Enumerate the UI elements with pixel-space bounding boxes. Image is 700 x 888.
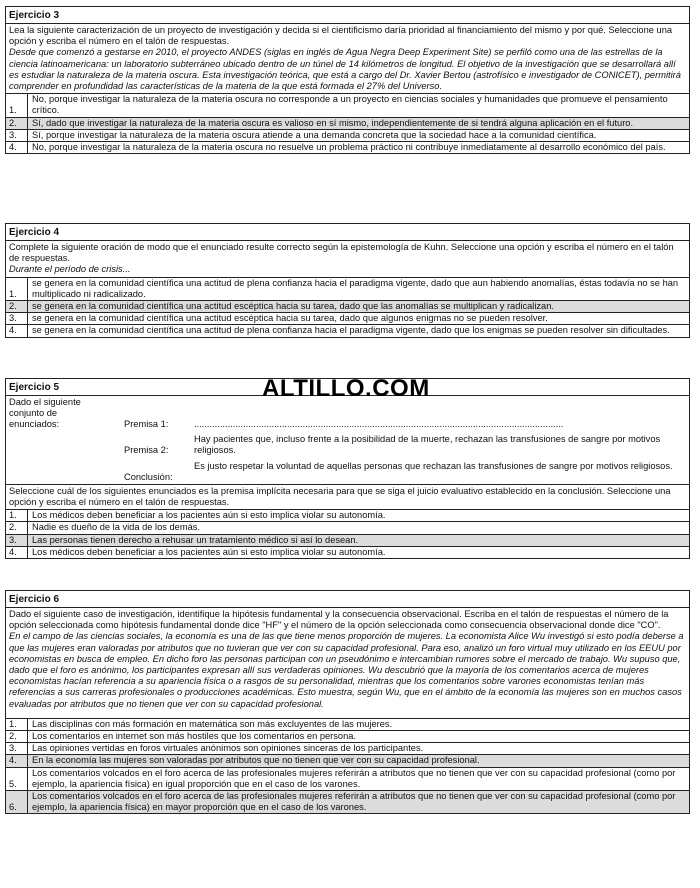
exercise-5-title: Ejercicio 5 bbox=[6, 379, 689, 396]
exercise-4-option-1[interactable] bbox=[6, 278, 689, 301]
option-number: 3. bbox=[6, 743, 28, 754]
premise-1-label: Premisa 1: bbox=[124, 419, 169, 429]
option-text: Las opiniones vertidas en foros virtuales anónimos son opiniones sinceras de los participantes. bbox=[32, 743, 424, 754]
exercise-4-title: Ejercicio 4 bbox=[6, 224, 689, 241]
exercise-3-instruction bbox=[6, 24, 689, 94]
exercise-6-option-2[interactable] bbox=[6, 731, 689, 743]
option-text: Las disciplinas con más formación en matemática son más excluyentes de las mujeres. bbox=[32, 718, 393, 729]
option-text: Los médicos deben beneficiar a los pacientes aún si esto implica violar su autonomía. bbox=[32, 546, 386, 557]
option-text: En la economía las mujeres son valoradas por atributos que no tienen que ver con su capacidad profesional. bbox=[32, 755, 480, 766]
exercise-4-instruction-text: Complete la siguiente oración de modo que el enunciado resulte correcto según la epistemología de Kuhn. Seleccione una opción y escriba el número en el talón de respuestas. bbox=[9, 242, 674, 264]
option-text: se genera en la comunidad científica una actitud de plena confianza hacia el paradigma vigente, dado que los enigmas se pueden resolver sin dificultades. bbox=[32, 325, 670, 336]
exercise-5-intro: Dado el siguiente conjunto de enunciados: bbox=[9, 397, 81, 430]
exercise-3-case-text: Desde que comenzó a gestarse en 2010, el proyecto ANDES (siglas en inglés de Agua Negra Deep Experiment Site) se perfiló como una de las estrellas de la ciencia latinoamericana: un laboratorio subterráneo ubicado dentro de un túnel de 14 kilómetros de longitud. El objetivo de la investigación que se desarrollará allí es estudiar la naturaleza de la materia oscura. Esta investigación teórica, que está a cargo del Dr. Xavier Bertou (astrofísico e investigador de CONICET), permitirá comprender en profundidad las características de la materia de la que está formada el 27% del Universo. bbox=[9, 47, 681, 92]
option-number: 6. bbox=[6, 791, 28, 813]
exercise-5 bbox=[5, 378, 690, 559]
option-number: 1. bbox=[6, 510, 28, 521]
option-text: se genera en la comunidad científica una actitud escéptica hacia su tarea, dado que algunos enigmas no se pueden resolver. bbox=[32, 313, 548, 324]
exercise-3 bbox=[5, 6, 690, 154]
option-text: se genera en la comunidad científica una actitud de plena confianza hacia el paradigma vigente, dado que aun habiendo anomalías, éstas todavía no se han multiplicado ni radicalizado. bbox=[32, 277, 679, 299]
option-number: 3. bbox=[6, 535, 28, 546]
exercise-5-option-4[interactable] bbox=[6, 547, 689, 558]
conclusion-label: Conclusión: bbox=[124, 471, 173, 482]
option-number: 1. bbox=[6, 719, 28, 730]
option-text: se genera en la comunidad científica una actitud escéptica hacia su tarea, dado que las anomalías se multiplican y radicalizan. bbox=[32, 301, 554, 312]
premise-2-text: Hay pacientes que, incluso frente a la posibilidad de la muerte, rechazan las transfusiones de sangre por motivos religiosos. bbox=[194, 434, 661, 456]
exercise-3-option-3[interactable] bbox=[6, 130, 689, 142]
option-text: Los comentarios volcados en el foro acerca de las profesionales mujeres referirán a atributos que no tienen que ver con su capacidad profesional (como por ejemplo, la apariencia física) en mayor proporción que en el caso de los varones. bbox=[32, 791, 676, 813]
exercise-3-option-4[interactable] bbox=[6, 142, 689, 153]
exercise-5-instruction: Seleccione cuál de los siguientes enunciados es la premisa implícita necesaria para que se siga el juicio evaluativo establecido en la conclusión. Seleccione una opción y escriba el número en el talón de respuestas. bbox=[6, 485, 689, 510]
option-number: 4. bbox=[6, 755, 28, 766]
exercise-6-option-5[interactable] bbox=[6, 768, 689, 791]
exercise-5-premises bbox=[6, 396, 689, 485]
option-number: 3. bbox=[6, 130, 28, 141]
option-number: 4. bbox=[6, 142, 28, 153]
exercise-6-option-6[interactable] bbox=[6, 791, 689, 813]
option-number: 1. bbox=[6, 278, 28, 300]
option-number: 4. bbox=[6, 547, 28, 558]
exercise-5-option-1[interactable] bbox=[6, 510, 689, 522]
exercise-6-option-1[interactable] bbox=[6, 719, 689, 731]
option-text: Las personas tienen derecho a rehusar un tratamiento médico si así lo desean. bbox=[32, 534, 359, 545]
option-number: 3. bbox=[6, 313, 28, 324]
exercise-6 bbox=[5, 590, 690, 814]
option-number: 5. bbox=[6, 768, 28, 790]
option-number: 2. bbox=[6, 301, 28, 312]
option-text: Los comentarios volcados en el foro acerca de las profesionales mujeres referirán a atributos que no tienen que ver con su capacidad profesional (como por ejemplo, la apariencia física) en igual proporción que en el caso de los varones. bbox=[32, 767, 676, 789]
premise-1-text: ............................................................................................................................................... bbox=[194, 419, 564, 429]
exercise-6-instruction-text: Dado el siguiente caso de investigación, identifique la hipótesis fundamental y la consecuencia observacional. Escriba en el talón de respuestas el número de la opción seleccionada como hipótesis fundamental donde dice "HF" y el número de la opción seleccionada como consecuencia observacional donde dice "CO". bbox=[9, 609, 669, 631]
exercise-5-option-3[interactable] bbox=[6, 535, 689, 547]
exercise-4-lead: Durante el período de crisis... bbox=[9, 264, 131, 275]
exercise-3-title: Ejercicio 3 bbox=[6, 7, 689, 24]
exercise-3-instruction-text: Lea la siguiente caracterización de un proyecto de investigación y decida si el cientificismo daría prioridad al financiamiento del mismo y por qué. Seleccione una opción y escriba el número en el talón de respuestas. bbox=[9, 25, 673, 47]
conclusion-text: Es justo respetar la voluntad de aquellas personas que rechazan las transfusiones de sangre por motivos religiosos. bbox=[194, 460, 673, 471]
exercise-4-option-3[interactable] bbox=[6, 313, 689, 325]
option-text: Los comentarios en internet son más hostiles que los comentarios en persona. bbox=[32, 731, 357, 742]
option-text: No, porque investigar la naturaleza de la materia oscura no corresponde a un proyecto en ciencias sociales y humanidades que promueve el pensamiento crítico. bbox=[32, 94, 668, 116]
exercise-6-title: Ejercicio 6 bbox=[6, 591, 689, 608]
exercise-4-option-2[interactable] bbox=[6, 301, 689, 313]
exercise-6-option-4[interactable] bbox=[6, 755, 689, 767]
option-number: 4. bbox=[6, 325, 28, 336]
premise-2-label: Premisa 2: bbox=[124, 445, 169, 456]
option-number: 2. bbox=[6, 522, 28, 533]
option-text: Nadie es dueño de la vida de los demás. bbox=[32, 522, 200, 533]
watermark-logo: ALTILLO.COM bbox=[262, 375, 430, 402]
exercise-3-option-1[interactable] bbox=[6, 94, 689, 117]
option-text: No, porque investigar la naturaleza de la materia oscura no resuelve un problema práctico ni contribuye inmediatamente al desarrollo económico del país. bbox=[32, 142, 666, 153]
option-number: 2. bbox=[6, 731, 28, 742]
exercise-6-instruction bbox=[6, 608, 689, 719]
exercise-4-instruction bbox=[6, 241, 689, 278]
option-text: Sí, dado que investigar la naturaleza de la materia oscura es valioso en sí mismo, independientemente de si tendrá alguna aplicación en el futuro. bbox=[32, 117, 634, 128]
option-number: 2. bbox=[6, 118, 28, 129]
exercise-6-option-3[interactable] bbox=[6, 743, 689, 755]
exercise-4 bbox=[5, 223, 690, 338]
option-text: Los médicos deben beneficiar a los pacientes aún si esto implica violar su autonomía. bbox=[32, 510, 386, 521]
option-number: 1. bbox=[6, 94, 28, 116]
exercise-4-option-4[interactable] bbox=[6, 325, 689, 336]
exercise-3-option-2[interactable] bbox=[6, 118, 689, 130]
exercise-5-option-2[interactable] bbox=[6, 522, 689, 534]
option-text: Sí, porque investigar la naturaleza de la materia oscura atiende a una demanda concreta que la sociedad hace a la comunidad científica. bbox=[32, 129, 597, 140]
exercise-6-case-text: En el campo de las ciencias sociales, la economía es una de las que tiene menos proporción de mujeres. La economista Alice Wu investigó si esto podía deberse a que las mujeres eran valoradas por atributos que no tuvieran que ver con su capacidad profesional. Para eso, analizó un foro virtual muy utilizado en los EEUU por economistas en busca de empleo. En dicho foro las personas participan con un pseudónimo e intercambian rumores sobre el mercado de trabajo. Wu supuso que, dado que el foro es anónimo, los participantes expresan allí sus verdaderas opiniones. Wu descubrió que la mayoría de los comentarios acerca de mujeres economistas hacían referencia a su apariencia física o a rasgos de su personalidad, mientras que los comentarios sobre varones economistas tenían más referencias a sus carreras profesionales o producciones académicas. Esto muestra, según Wu, que en el ámbito de la economía las mujeres son en muchos casos evaluadas por atributos que no tienen que ver con su capacidad profesional. bbox=[9, 631, 684, 709]
